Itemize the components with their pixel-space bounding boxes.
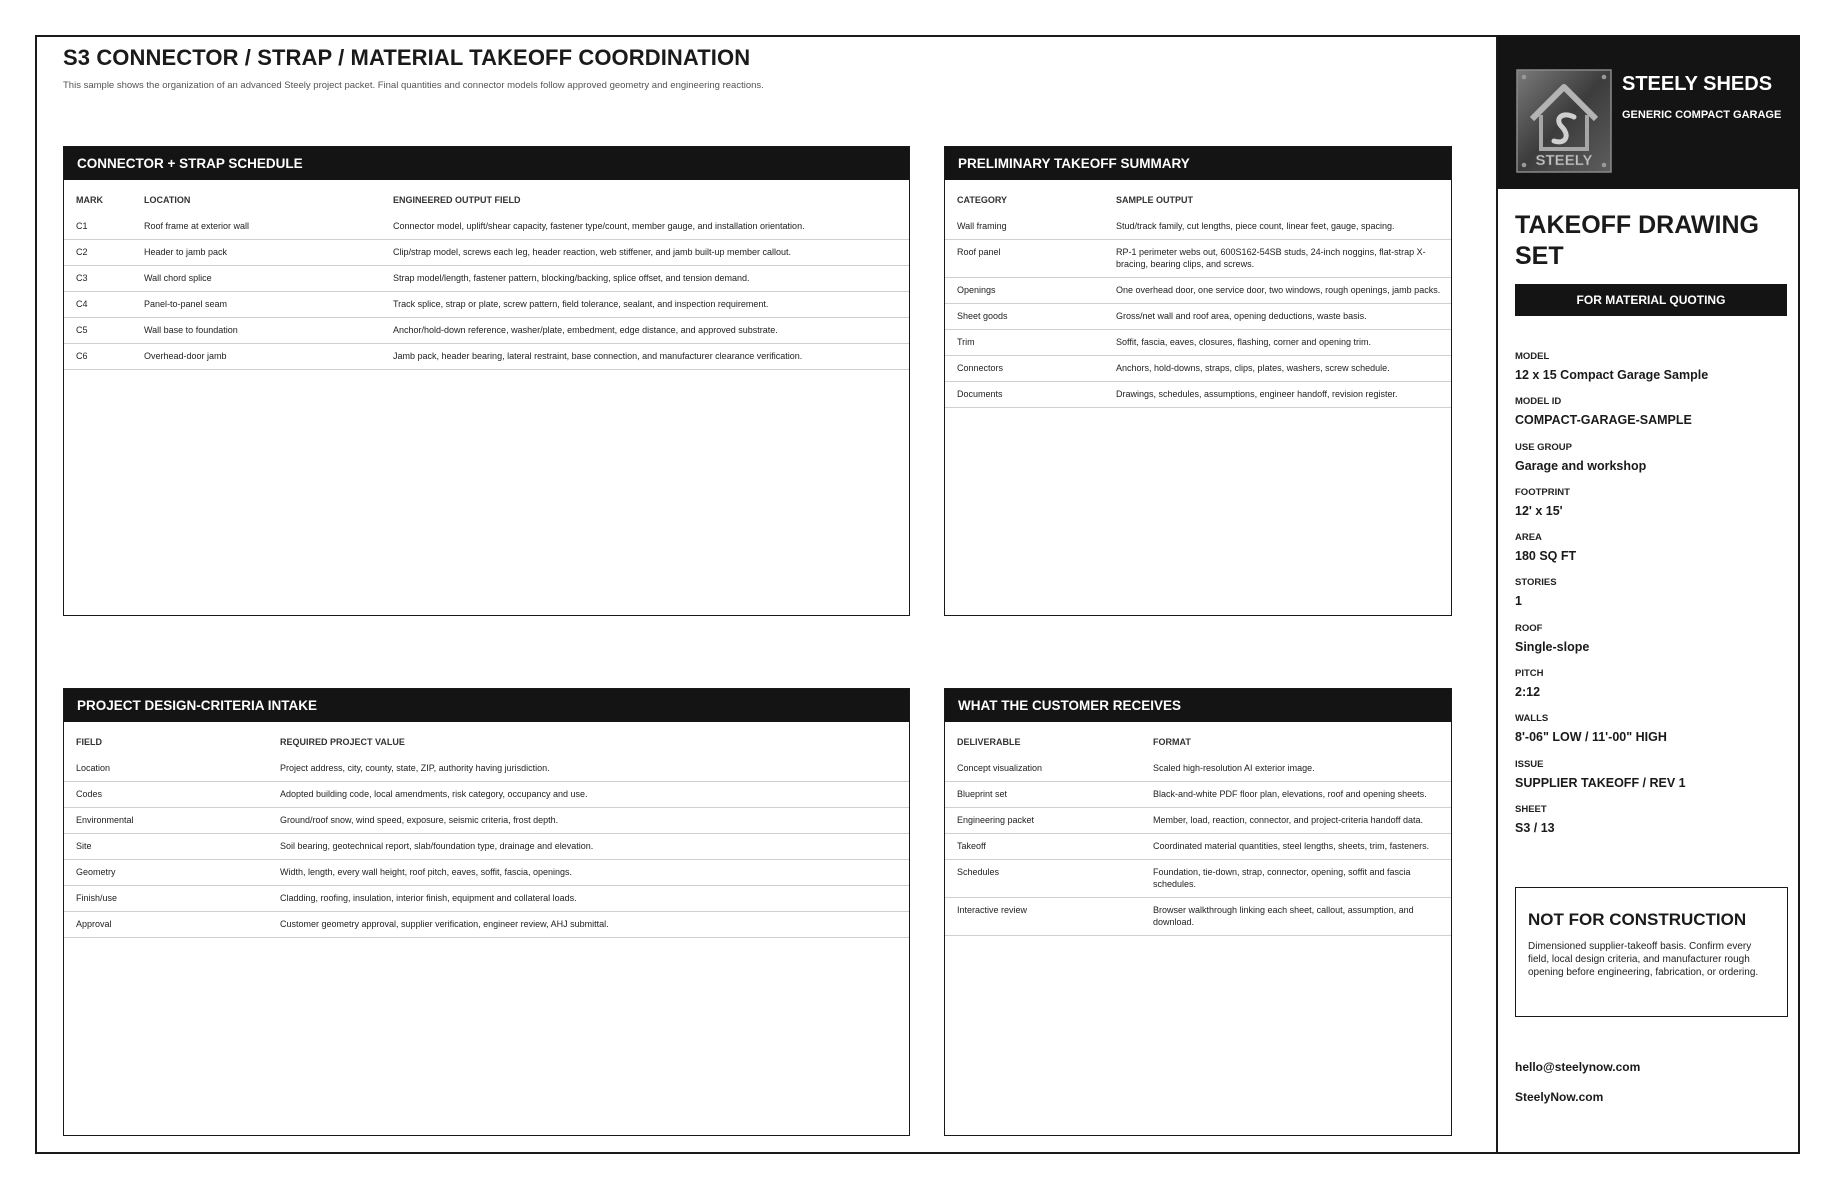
meta-label: ISSUE bbox=[1515, 758, 1544, 770]
table-cell: Overhead-door jamb bbox=[132, 344, 381, 370]
meta-item bbox=[1515, 532, 1785, 577]
page-subtitle: This sample shows the organization of an advanced Steely project packet. Final quantities and connector models follow approved geometry and engineering reactions. bbox=[63, 80, 764, 91]
table-cell: C6 bbox=[64, 344, 132, 370]
table-row bbox=[945, 304, 1451, 330]
column-header: LOCATION bbox=[144, 195, 191, 205]
table-cell: RP-1 perimeter webs out, 600S162-54SB studs, 24-inch noggins, flat-strap X-bracing, bearing clips, and screws. bbox=[1104, 240, 1451, 278]
table-row bbox=[64, 782, 909, 808]
table-cell: Wall chord splice bbox=[132, 266, 381, 292]
brand-subtitle: GENERIC COMPACT GARAGE bbox=[1622, 109, 1782, 121]
table-cell: Finish/use bbox=[64, 886, 268, 912]
table-row bbox=[945, 756, 1451, 782]
meta-label: WALLS bbox=[1515, 713, 1549, 725]
table-row bbox=[945, 808, 1451, 834]
table-cell: Takeoff bbox=[945, 834, 1141, 860]
table-row bbox=[64, 214, 909, 240]
table-cell: Soil bearing, geotechnical report, slab/foundation type, drainage and elevation. bbox=[268, 834, 909, 860]
table-row bbox=[64, 860, 909, 886]
table-header-row bbox=[945, 731, 1451, 756]
table-cell: C4 bbox=[64, 292, 132, 318]
table-cell: Scaled high-resolution AI exterior image. bbox=[1141, 756, 1451, 782]
column-header: CATEGORY bbox=[957, 195, 1008, 205]
table-cell: Header to jamb pack bbox=[132, 240, 381, 266]
meta-label: PITCH bbox=[1515, 668, 1544, 680]
design-criteria-panel bbox=[63, 688, 910, 1136]
table-cell: Panel-to-panel seam bbox=[132, 292, 381, 318]
table-cell: Engineering packet bbox=[945, 808, 1141, 834]
table-cell: Blueprint set bbox=[945, 782, 1141, 808]
connector-schedule-panel bbox=[63, 146, 910, 616]
not-for-construction-box bbox=[1515, 887, 1788, 1017]
document-title: TAKEOFF DRAWING SET bbox=[1515, 211, 1759, 270]
steely-logo bbox=[1516, 69, 1612, 173]
table-cell: Anchors, hold-downs, straps, clips, plates, washers, screw schedule. bbox=[1104, 356, 1451, 382]
table-cell: Schedules bbox=[945, 860, 1141, 898]
table-row bbox=[945, 382, 1451, 408]
table-cell: Anchor/hold-down reference, washer/plate, embedment, edge distance, and approved substrate. bbox=[381, 318, 909, 344]
table-cell: Concept visualization bbox=[945, 756, 1141, 782]
table-row bbox=[945, 898, 1451, 936]
takeoff-summary-title: PRELIMINARY TAKEOFF SUMMARY bbox=[945, 147, 1451, 180]
table-cell: Coordinated material quantities, steel lengths, sheets, trim, fasteners. bbox=[1141, 834, 1451, 860]
column-header: FIELD bbox=[76, 737, 102, 747]
table-cell: Documents bbox=[945, 382, 1104, 408]
table-header-row bbox=[64, 731, 909, 756]
takeoff-summary-panel bbox=[944, 146, 1452, 616]
meta-item bbox=[1515, 442, 1785, 487]
table-cell: Ground/roof snow, wind speed, exposure, seismic criteria, frost depth. bbox=[268, 808, 909, 834]
table-cell: Customer geometry approval, supplier verification, engineer review, AHJ submittal. bbox=[268, 912, 909, 938]
table-row bbox=[64, 834, 909, 860]
page-title: S3 CONNECTOR / STRAP / MATERIAL TAKEOFF COORDINATION bbox=[63, 45, 751, 70]
table-row bbox=[945, 214, 1451, 240]
design-criteria-title: PROJECT DESIGN-CRITERIA INTAKE bbox=[64, 689, 909, 722]
table-cell: Jamb pack, header bearing, lateral restraint, base connection, and manufacturer clearance verification. bbox=[381, 344, 909, 370]
table-row bbox=[945, 278, 1451, 304]
meta-value: SUPPLIER TAKEOFF / REV 1 bbox=[1515, 775, 1686, 790]
table-cell: Connectors bbox=[945, 356, 1104, 382]
table-cell: Track splice, strap or plate, screw pattern, field tolerance, sealant, and inspection requirement. bbox=[381, 292, 909, 318]
table-cell: C3 bbox=[64, 266, 132, 292]
column-header: MARK bbox=[76, 195, 103, 205]
table-cell: Strap model/length, fastener pattern, blocking/backing, splice offset, and tension demand. bbox=[381, 266, 909, 292]
table-header-row bbox=[64, 189, 909, 214]
table-cell: Black-and-white PDF floor plan, elevations, roof and opening sheets. bbox=[1141, 782, 1451, 808]
brand-header bbox=[1498, 35, 1800, 189]
table-cell: One overhead door, one service door, two windows, rough openings, jamb packs. bbox=[1104, 278, 1451, 304]
brand-name: STEELY SHEDS bbox=[1622, 73, 1773, 95]
table-row bbox=[64, 808, 909, 834]
meta-value: 2:12 bbox=[1515, 685, 1541, 700]
connector-schedule-title: CONNECTOR + STRAP SCHEDULE bbox=[64, 147, 909, 180]
design-criteria-table bbox=[64, 731, 909, 938]
meta-value: 8'-06" LOW / 11'-00" HIGH bbox=[1515, 730, 1667, 745]
table-cell: Gross/net wall and roof area, opening deductions, waste basis. bbox=[1104, 304, 1451, 330]
meta-item bbox=[1515, 577, 1785, 622]
table-cell: Codes bbox=[64, 782, 268, 808]
meta-label: MODEL ID bbox=[1515, 396, 1562, 408]
contact-email[interactable]: hello@steelynow.com bbox=[1515, 1060, 1641, 1074]
table-cell: Member, load, reaction, connector, and project-criteria handoff data. bbox=[1141, 808, 1451, 834]
table-row bbox=[945, 860, 1451, 898]
meta-value: Single-slope bbox=[1515, 639, 1590, 654]
table-cell: Trim bbox=[945, 330, 1104, 356]
table-cell: Approval bbox=[64, 912, 268, 938]
meta-value: 12' x 15' bbox=[1515, 503, 1563, 518]
table-cell: Adopted building code, local amendments, risk category, occupancy and use. bbox=[268, 782, 909, 808]
column-header: SAMPLE OUTPUT bbox=[1116, 195, 1194, 205]
table-cell: Location bbox=[64, 756, 268, 782]
table-row bbox=[945, 240, 1451, 278]
warning-text: Dimensioned supplier-takeoff basis. Confirm every field, local design criteria, and manufacturer rough opening before engineering, fabrication, or ordering. bbox=[1528, 941, 1759, 978]
table-row bbox=[64, 318, 909, 344]
table-row bbox=[64, 292, 909, 318]
column-header: DELIVERABLE bbox=[957, 737, 1021, 747]
meta-item bbox=[1515, 623, 1785, 668]
logo-wordmark: STEELY bbox=[1535, 152, 1593, 169]
table-cell: C2 bbox=[64, 240, 132, 266]
meta-item bbox=[1515, 759, 1785, 804]
table-cell: Foundation, tie-down, strap, connector, opening, soffit and fascia schedules. bbox=[1141, 860, 1451, 898]
meta-item bbox=[1515, 351, 1785, 396]
meta-label: SHEET bbox=[1515, 803, 1547, 815]
customer-receives-title: WHAT THE CUSTOMER RECEIVES bbox=[945, 689, 1451, 722]
meta-item bbox=[1515, 804, 1785, 849]
table-cell: Wall framing bbox=[945, 214, 1104, 240]
table-cell: Roof panel bbox=[945, 240, 1104, 278]
warning-title: NOT FOR CONSTRUCTION bbox=[1528, 910, 1747, 929]
table-cell: Stud/track family, cut lengths, piece count, linear feet, gauge, spacing. bbox=[1104, 214, 1451, 240]
meta-label: MODEL bbox=[1515, 351, 1550, 362]
table-cell: Soffit, fascia, eaves, closures, flashing, corner and opening trim. bbox=[1104, 330, 1451, 356]
table-cell: Sheet goods bbox=[945, 304, 1104, 330]
column-header: ENGINEERED OUTPUT FIELD bbox=[393, 195, 521, 205]
meta-value: Garage and workshop bbox=[1515, 458, 1647, 473]
customer-receives-table bbox=[945, 731, 1451, 936]
table-cell: Interactive review bbox=[945, 898, 1141, 936]
table-row bbox=[945, 834, 1451, 860]
table-cell: Geometry bbox=[64, 860, 268, 886]
connector-schedule-table bbox=[64, 189, 909, 370]
customer-receives-panel bbox=[944, 688, 1452, 1136]
table-row bbox=[64, 266, 909, 292]
table-cell: C1 bbox=[64, 214, 132, 240]
table-row bbox=[64, 756, 909, 782]
column-header: REQUIRED PROJECT VALUE bbox=[280, 737, 405, 747]
table-cell: Clip/strap model, screws each leg, header reaction, web stiffener, and jamb built-up member callout. bbox=[381, 240, 909, 266]
meta-label: AREA bbox=[1515, 532, 1542, 544]
meta-value: 1 bbox=[1515, 594, 1522, 609]
table-cell: Wall base to foundation bbox=[132, 318, 381, 344]
meta-label: ROOF bbox=[1515, 622, 1543, 634]
table-cell: Drawings, schedules, assumptions, engineer handoff, revision register. bbox=[1104, 382, 1451, 408]
meta-item bbox=[1515, 668, 1785, 713]
table-cell: Project address, city, county, state, ZIP, authority having jurisdiction. bbox=[268, 756, 909, 782]
meta-item bbox=[1515, 487, 1785, 532]
table-cell: Connector model, uplift/shear capacity, fastener type/count, member gauge, and installation orientation. bbox=[381, 214, 909, 240]
table-header-row bbox=[945, 189, 1451, 214]
meta-item bbox=[1515, 713, 1785, 758]
meta-label: FOOTPRINT bbox=[1515, 486, 1570, 498]
table-row bbox=[64, 886, 909, 912]
table-cell: Cladding, roofing, insulation, interior finish, equipment and collateral loads. bbox=[268, 886, 909, 912]
table-row bbox=[945, 356, 1451, 382]
table-row bbox=[64, 344, 909, 370]
table-cell: Width, length, every wall height, roof pitch, eaves, soffit, fascia, openings. bbox=[268, 860, 909, 886]
meta-item bbox=[1515, 396, 1785, 441]
project-metadata bbox=[1515, 351, 1785, 849]
column-header: FORMAT bbox=[1153, 737, 1191, 747]
meta-label: STORIES bbox=[1515, 577, 1557, 589]
table-row bbox=[64, 912, 909, 938]
table-row bbox=[945, 782, 1451, 808]
meta-value: 180 SQ FT bbox=[1515, 549, 1577, 564]
website-link[interactable]: SteelyNow.com bbox=[1515, 1090, 1604, 1104]
meta-label: USE GROUP bbox=[1515, 441, 1573, 453]
meta-value: S3 / 13 bbox=[1515, 820, 1555, 835]
table-cell: Environmental bbox=[64, 808, 268, 834]
meta-value: 12 x 15 Compact Garage Sample bbox=[1515, 368, 1709, 382]
table-row bbox=[945, 330, 1451, 356]
table-cell: Roof frame at exterior wall bbox=[132, 214, 381, 240]
table-cell: C5 bbox=[64, 318, 132, 344]
quoting-badge: FOR MATERIAL QUOTING bbox=[1515, 284, 1787, 316]
table-cell: Site bbox=[64, 834, 268, 860]
meta-value: COMPACT-GARAGE-SAMPLE bbox=[1515, 413, 1692, 428]
table-cell: Browser walkthrough linking each sheet, callout, assumption, and download. bbox=[1141, 898, 1451, 936]
title-block bbox=[1496, 35, 1800, 1154]
takeoff-summary-table bbox=[945, 189, 1451, 408]
table-cell: Openings bbox=[945, 278, 1104, 304]
table-row bbox=[64, 240, 909, 266]
